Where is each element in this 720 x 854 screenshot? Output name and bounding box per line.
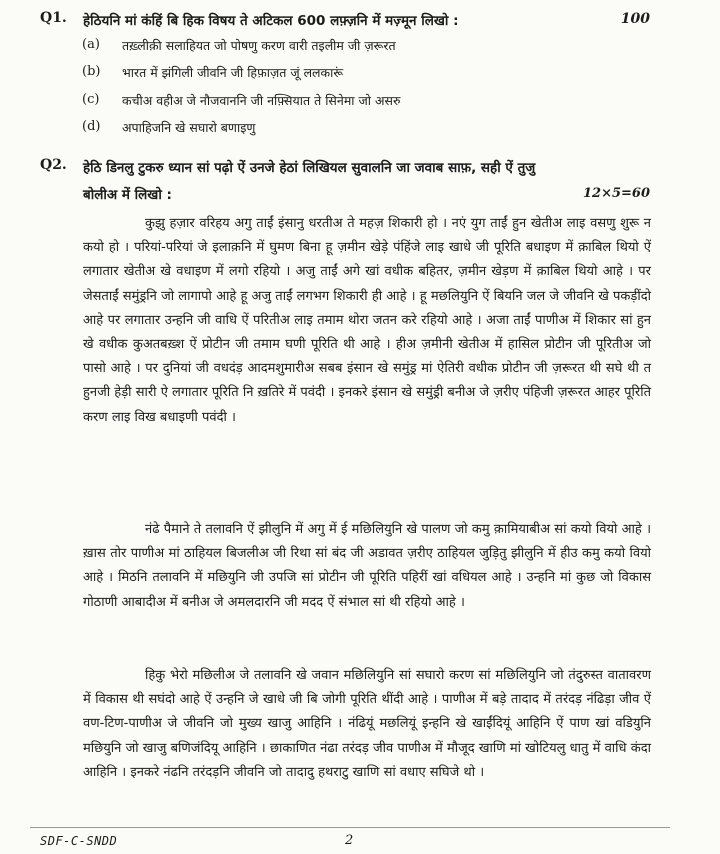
q1-option-a-letter: (a) [82,37,100,52]
q1-option-c-letter: (c) [82,92,100,107]
q1-option-c-text: कचीअ वहीअ जे नौजवाननि जी नफ़्सियात ते सिनेमा जो असरु [122,93,401,108]
footer-divider [30,827,670,828]
page-number: 2 [345,833,354,848]
question-2-prompt-line-1: हेठि डिनलु टुकरु ध्यान सां पढ़ो ऐं उनजे हेठां लिखियल सुवालनि जा जवाब साफ़, सही ऐं तुजु [83,160,536,176]
paper-code: SDF-C-SNDD [40,834,118,848]
passage-paragraph-1-text: कुझु हज़ार वरिहय अगु ताईं इंसानु धरतीअ ते महज़ शिकारी हो । नएं युग ताईं हुन खेतीअ लाइ वसणु शुरू न कयो हो । परियां-परियां जे इलाक़नि में घुमण बिना हू ज़मीन खेड़े पंहिंजे लाइ खाधे जी पूरिति बधाइण में क़ाबिल थियो ऐं लगातार खेतीअ खे वधाइण में लगो रहियो । अजु ताईं अगे खां वधीक बहितर, ज़मीन खेड़ण में क़ाबिल थियो आहे । पर जेसताईं समुंड्रनि जो लागापो आहे हू अजु ताईं लगभग शिकारी ही आहे । हू मछलियुनि ऐं बियनि जल जे जीवनि खे पकड़ींदो आहे पर लगातार उन्हनि जी वाधि ऐं परितीअ लाइ तमाम थोरा जतन करे रहियो आहे । अजा ताईं पाणीअ में शिकार सां हुन खे वधीक कुअतबख़्श ऐं प्रोटीन जी तमाम घणी पूरिति थी आहे । हीअ ज़मीनी खेतीअ में हासिल प्रोटीन जी पूरितीअ जो पासो आहे । पर दुनियां जी वधदंड़ आदमशुमारीअ सबब इंसान खे समुंड्र मां ऐतिरी वधीक प्रोटीन जी ज़रूरत थी सघे थी त हुनजी हेड़ी सारी ऐ लगातार पूरिति नि ख़तिरे में पवंदी । इनकरे इंसान खे समुंड्री बनीअ जे ज़रीए पंहिजी ज़रूरत आहर पूरिति करण लाइ विख बधाइणी पवंदी । [83,216,651,425]
question-2-marks: 12×5=60 [582,186,650,201]
passage-paragraph-3 [83,664,651,785]
question-1-prompt: हेठियनि मां कंहिं बि हिक विषय ते अटिकल 600 लफ़्ज़नि में मज़्मून लिखो : [83,13,459,29]
q1-option-b-letter: (b) [82,64,101,79]
q1-option-d-text: अपाहिजनि खे सघारो बणाइणु [122,120,256,135]
q1-option-b-text: भारत में झंगिली जीवनि जी हिफ़ाज़त जूं ललकारूं [122,65,344,80]
q1-option-a-text: तख़्लीक़ी सलाहियत जो पोषणु करण वारी तइलीम जी ज़रूरत [122,38,396,53]
question-1-marks: 100 [620,11,650,27]
passage-paragraph-2 [83,518,651,615]
passage-paragraph-2-text: नंढे पैमाने ते तलावनि ऐं झीलुनि में अगु में ई मछिलियुनि खे पालण जो कमु क़ामियाबीअ सां कयो वियो आहे । ख़ास तोर पाणीअ मां ठाहियल बिजलीअ जी रिथा सां बंद जी अडावत ज़रीए ठाहियल जुड़ितु झीलुनि में हीउ कमु कयो वियो आहे । मिठनि तलावनि में मछियुनि जी उपजि सां प्रोटीन जी पूरिति पहिरीं खां वधियल आहे । उन्हनि मां कुछ जो विकास गोठाणी आबादीअ में बनीअ जे अमलदारनि जी मदद ऐं संभाल सां थी रहियो आहे । [83,522,651,610]
question-1-number: Q1. [40,10,67,26]
question-2-number: Q2. [40,157,67,173]
passage-paragraph-3-text: हिकु भेरो मछिलीअ जे तलावनि खे जवान मछिलियुनि सां सघारो करण सां मछिलियुनि जो तंदुरुस्त वातावरण में विकास थी सघंदो आहे ऐं उन्हनि जे खाधे जी बि जोगी पूरिति थींदी आहे । पाणीअ में बड़े तादाद में तरंदड़ नंढिड़ा जीव ऐं वण-टिण-पाणीअ जे जीवनि जो मुख्य खाजु आहिनि । नंढियूं मछलियूं इन्हनि खे खाईंदियूं आहिनि ऐं पाण खां वडियुनि मछियुनि जो खाजु बणिजंदियू आहिनि । छाकाणित नंढा तरंदड़ जीव पाणीअ में मौजूद खाणि मां खोटियलु धातु में वाधि कंदा आहिनि । इनकरे नंढनि तरंदड़नि जीवनि जो तादादु हथराटु खाणि सां वधाए सघिजे थो । [83,668,651,780]
q1-option-d-letter: (d) [82,119,101,134]
passage-paragraph-1 [83,212,651,430]
question-2-prompt-line-2: बोलीअ में लिखो : [83,187,172,203]
